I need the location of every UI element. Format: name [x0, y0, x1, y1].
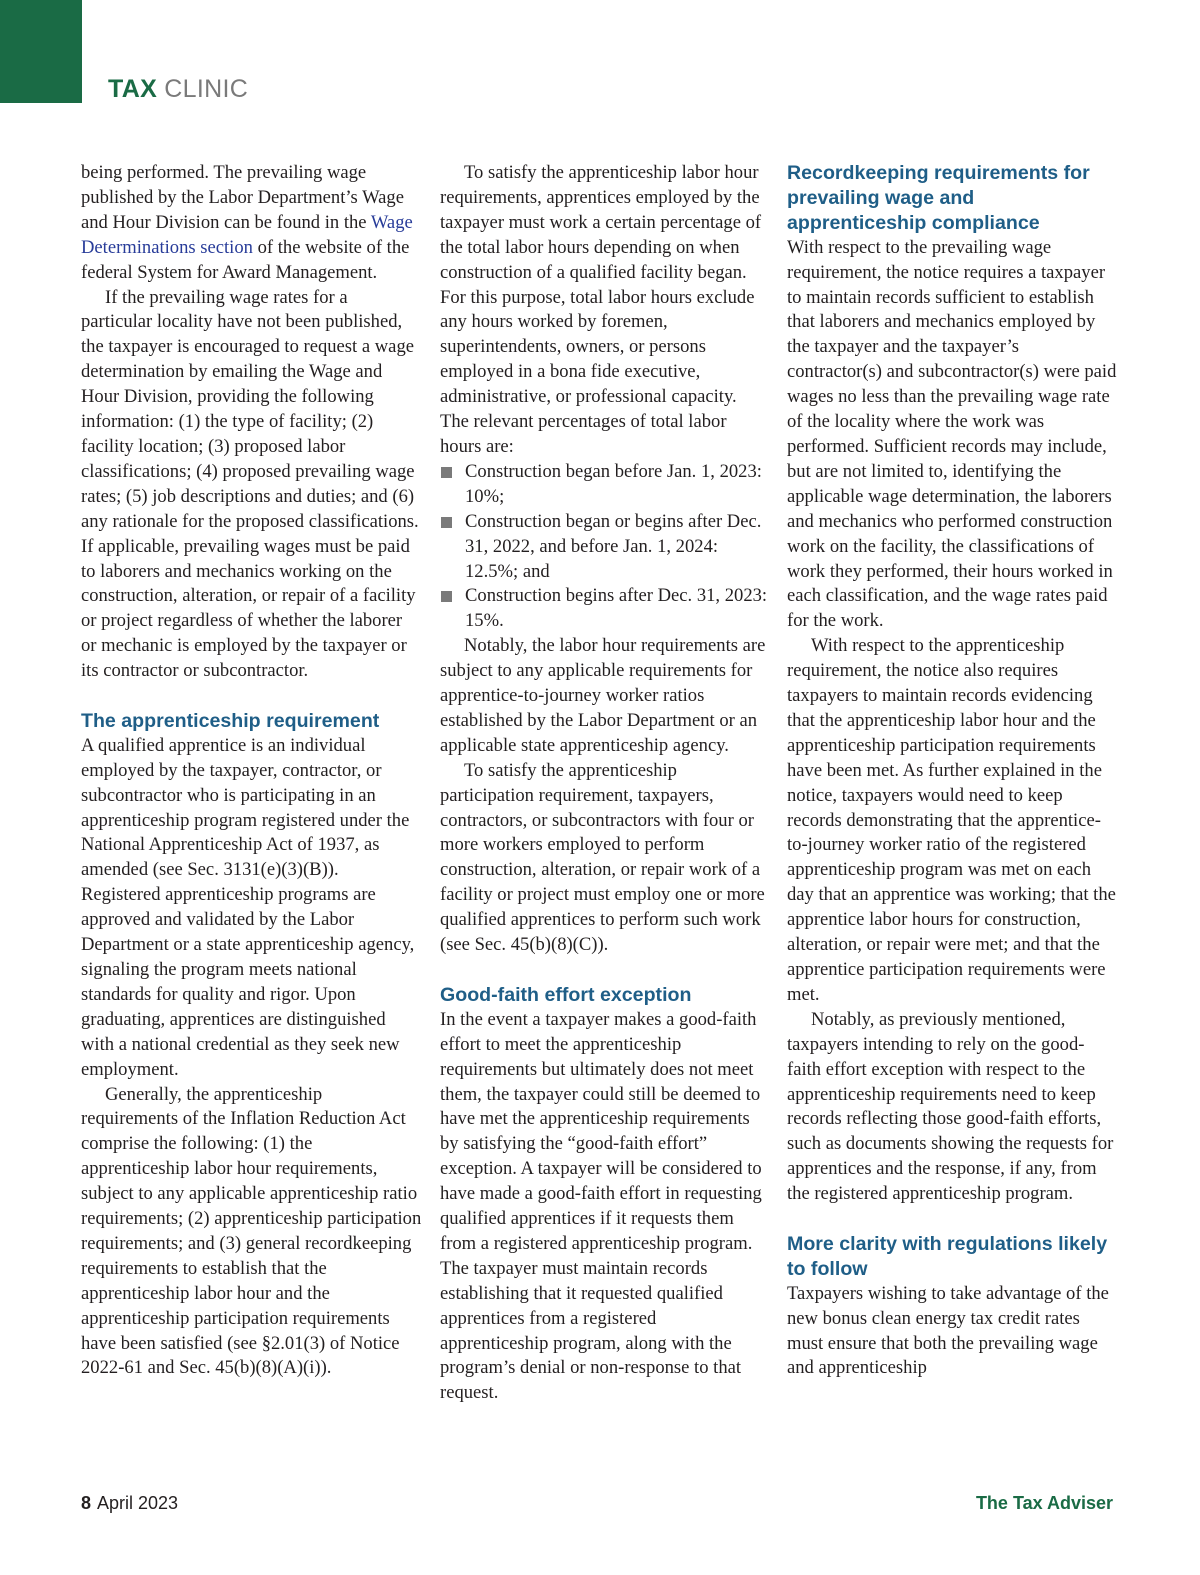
bullet-item: Construction began or begins after Dec. 31, 2022, and before Jan. 1, 2024: 12.5%; and	[440, 510, 768, 585]
heading-more-clarity: More clarity with regulations likely to follow	[787, 1232, 1108, 1280]
paragraph: In the event a taxpayer makes a good-faith effort to meet the apprenticeship requirements but ultimately does not meet them, the taxpayer could still be deemed to have met the apprenticeship requirements by satisfying the “good-faith effort” exception. A taxpayer will be considered to have made a good-faith effort in requesting qualified apprentices if it requests them from a registered apprenticeship program. The taxpayer must maintain records establishing that it requested qualified apprentices from a registered apprenticeship program, along with the program’s denial or non-response to that request.	[440, 1008, 762, 1404]
section-label-light: CLINIC	[164, 75, 249, 103]
column-2	[440, 161, 768, 1406]
header-color-block	[0, 0, 82, 103]
paragraph: Generally, the apprenticeship requirements of the Inflation Reduction Act comprise the following: (1) the apprenticeship labor hour requirements, subject to any applicable apprenticeship ratio requirements; (2) apprenticeship participation requirements; and (3) general recordkeeping requirements to establish that the apprenticeship labor hour and the apprenticeship participation requirements have been satisfied (see §2.01(3) of Notice 2022-61 and Sec. 45(b)(8)(A)(i)).	[81, 1083, 422, 1379]
paragraph: To satisfy the apprenticeship labor hour requirements, apprentices employed by the taxpayer must work a certain percentage of the total labor hours depending on when construction of a qualified facility began. For this purpose, total labor hours exclude any hours worked by foremen, superintendents, owners, or persons employed in a bona fide executive, administrative, or professional capacity. The relevant percentages of total labor hours are:	[440, 162, 762, 457]
paragraph: To satisfy the apprenticeship participation requirement, taxpayers, contractors, or subcontractors with four or more workers employed to perform construction, alteration, or repair work of a facility or project must employ one or more qualified apprentices to perform such work (see Sec. 45(b)(8)(C)).	[440, 759, 765, 956]
paragraph: Notably, the labor hour requirements are subject to any applicable requirements for apprentice-to-journey worker ratios established by the Labor Department or an applicable state apprenticeship agency.	[440, 635, 766, 756]
issue-date: April 2023	[97, 1493, 179, 1513]
section-label-bold: TAX	[108, 75, 158, 103]
paragraph: If the prevailing wage rates for a particular locality have not been published, the taxpayer is encouraged to request a wage determination by emailing the Wage and Hour Division, providing the following information: (1) the type of facility; (2) facility location; (3) proposed labor classifications; (4) proposed prevailing wage rates; (5) job descriptions and duties; and (6) any rationale for the proposed classifications. If applicable, prevailing wages must be paid to laborers and mechanics working on the construction, alteration, or repair of a facility or project regardless of whether the laborer or mechanic is employed by the taxpayer or its contractor or subcontractor.	[81, 286, 419, 682]
section-label	[108, 75, 248, 104]
paragraph: With respect to the apprenticeship requirement, the notice also requires taxpayers to maintain records evidencing that the apprenticeship labor hour and the apprenticeship participation requirements have been met. As further explained in the notice, taxpayers would need to keep records demonstrating that the apprentice-to-journey worker ratio of the registered apprenticeship program was met on each day that an apprentice was working; that the apprentice labor hours for construction, alteration, or repair were met; and that the apprentice participation requirements were met.	[787, 635, 1116, 1005]
bullet-item: Construction began before Jan. 1, 2023: 10%;	[440, 460, 768, 510]
heading-apprenticeship-requirement: The apprenticeship requirement	[81, 709, 380, 732]
paragraph: being performed. The prevailing wage published by the Labor Department’s Wage and Hour Division can be found in the Wage Determinations section of the website of the federal System for Award Management.	[81, 162, 413, 283]
paragraph: A qualified apprentice is an individual employed by the taxpayer, contractor, or subcontractor who is participating in an apprenticeship program registered under the National Apprenticeship Act of 1937, as amended (see Sec. 3131(e)(3)(B)). Registered apprenticeship programs are approved and validated by the Labor Department or a state apprenticeship agency, signaling the program meets national standards for quality and rigor. Upon graduating, apprentices are distinguished with a national credential as they seek new employment.	[81, 734, 415, 1080]
page-number: 8	[81, 1493, 92, 1513]
paragraph: Notably, as previously mentioned, taxpayers intending to rely on the good-faith effort exception with respect to the apprenticeship requirements need to keep records reflecting those good-faith efforts, such as documents showing the requests for apprentices and the response, if any, from the registered apprenticeship program.	[787, 1008, 1114, 1205]
paragraph: Taxpayers wishing to take advantage of the new bonus clean energy tax credit rates must ensure that both the prevailing wage and apprenticeship	[787, 1282, 1109, 1379]
column-3	[787, 161, 1117, 1381]
paragraph: With respect to the prevailing wage requirement, the notice requires a taxpayer to maintain records sufficient to establish that laborers and mechanics employed by the taxpayer and the taxpayer’s contractor(s) and subcontractor(s) were paid wages no less than the prevailing wage rate of the locality where the work was performed. Sufficient records may include, but are not limited to, identifying the applicable wage determination, the laborers and mechanics who performed construction work on the facility, the classifications of work they performed, their hours worked in each classification, and the wage rates paid for the work.	[787, 236, 1117, 632]
wage-determinations-link[interactable]: Wage Determinations section	[81, 211, 413, 258]
heading-recordkeeping: Recordkeeping requirements for prevailing wage and apprenticeship compliance	[787, 162, 1090, 234]
column-1	[81, 161, 422, 1381]
bullet-item: Construction begins after Dec. 31, 2023: 15%.	[440, 584, 768, 634]
heading-good-faith-exception: Good-faith effort exception	[440, 983, 692, 1006]
publication-name: The Tax Adviser	[975, 1493, 1113, 1513]
footer-page-info	[81, 1493, 178, 1514]
